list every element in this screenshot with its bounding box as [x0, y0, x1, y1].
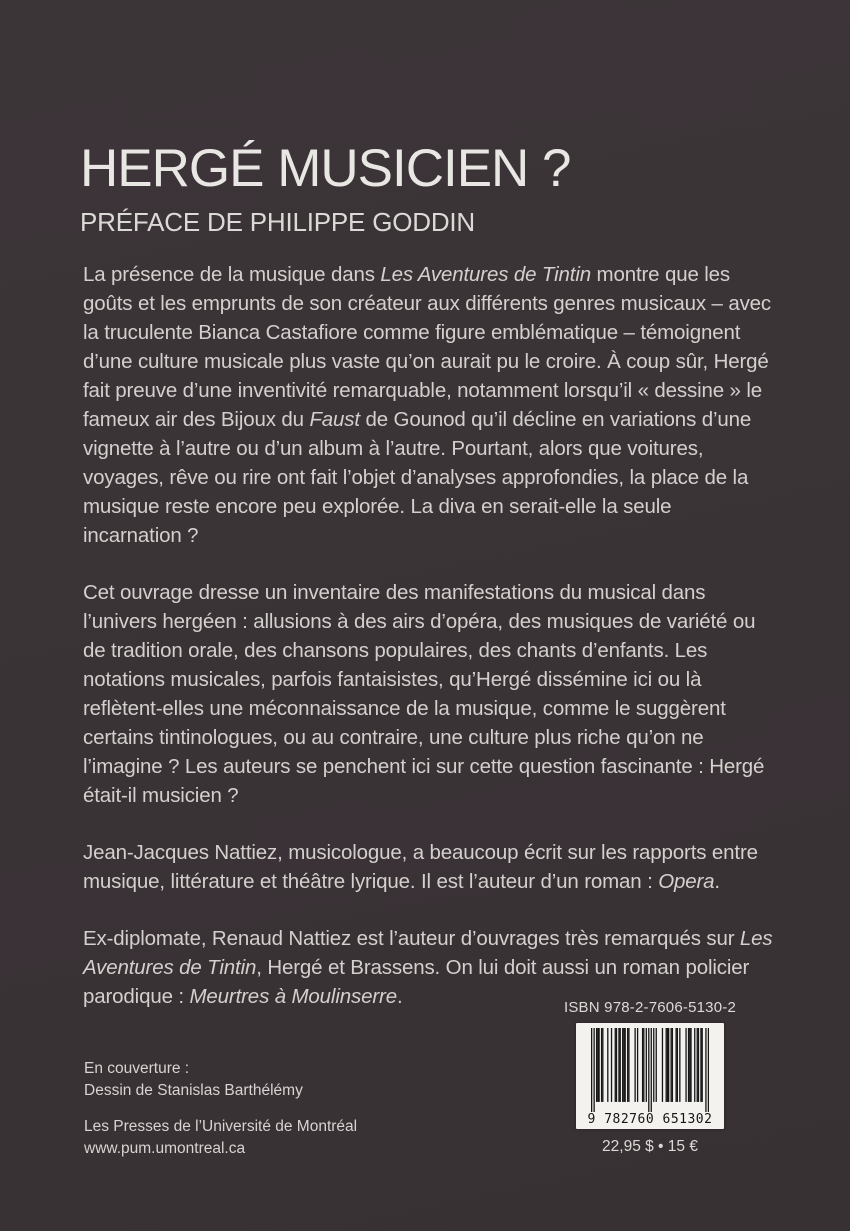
isbn-label: ISBN 978-2-7606-5130-2	[563, 999, 736, 1016]
barcode-digits: 9 782760 651302	[587, 1112, 713, 1127]
book-title: HERGÉ MUSICIEN ?	[80, 139, 571, 198]
publisher-name: Les Presses de l’Université de Montréal	[84, 1118, 358, 1135]
barcode	[576, 1023, 724, 1129]
title-block	[80, 139, 571, 237]
cover-credit-artist: Dessin de Stanislas Barthélémy	[84, 1082, 303, 1099]
publisher-website: www.pum.umontreal.ca	[84, 1140, 246, 1157]
synopsis	[83, 260, 780, 1011]
author-bio-renaud-nattiez: Ex-diplomate, Renaud Nattiez est l’auteur d’ouvrages très remarqués sur Les Aventures de Tintin, Hergé et Brassens. On lui doit aussi un roman policier parodique : Meurtres à Moulinserre.	[83, 927, 773, 1008]
cover-credit	[84, 1058, 303, 1102]
book-subtitle: PRÉFACE DE PHILIPPE GODDIN	[80, 207, 476, 237]
publisher-info	[84, 1116, 357, 1160]
isbn-block	[550, 999, 750, 1156]
barcode-bars-icon	[591, 1028, 709, 1112]
synopsis-paragraph-inventory: Cet ouvrage dresse un inventaire des manifestations du musical dans l’univers hergéen : allusions à des airs d’opéra, des musiques de variété ou de tradition orale, des chansons populaires, des chants d’enfants. Les notations musicales, parfois fantaisistes, qu’Hergé dissémine ici ou là reflètent-elles une méconnaissance de la musique, comme le suggèrent certains tintinologues, ou au contraire, une culture plus riche qu’on ne l’imagine ? Les auteurs se penchent ici sur cette question fascinante : Hergé était-il musicien ?	[83, 581, 765, 807]
price: 22,95 $ • 15 €	[602, 1138, 698, 1155]
cover-credit-label: En couverture :	[84, 1060, 190, 1077]
author-bio-jean-jacques-nattiez: Jean-Jacques Nattiez, musicologue, a beaucoup écrit sur les rapports entre musique, littérature et théâtre lyrique. Il est l’auteur d’un roman : Opera.	[83, 841, 758, 893]
synopsis-paragraph-music-presence: La présence de la musique dans Les Aventures de Tintin montre que les goûts et les emprunts de son créateur aux différents genres musicaux – avec la truculente Bianca Castafiore comme figure emblématique – témoignent d’une culture musicale plus vaste qu’on aurait pu le croire. À coup sûr, Hergé fait preuve d’une inventivité remarquable, notamment lorsqu’il « dessine » le fameux air des Bijoux du Faust de Gounod qu’il décline en variations d’une vignette à l’autre ou d’un album à l’autre. Pourtant, alors que voitures, voyages, rêve ou rire ont fait l’objet d’analyses approfondies, la place de la musique reste encore peu explorée. La diva en serait-elle la seule incarnation ?	[83, 263, 772, 547]
